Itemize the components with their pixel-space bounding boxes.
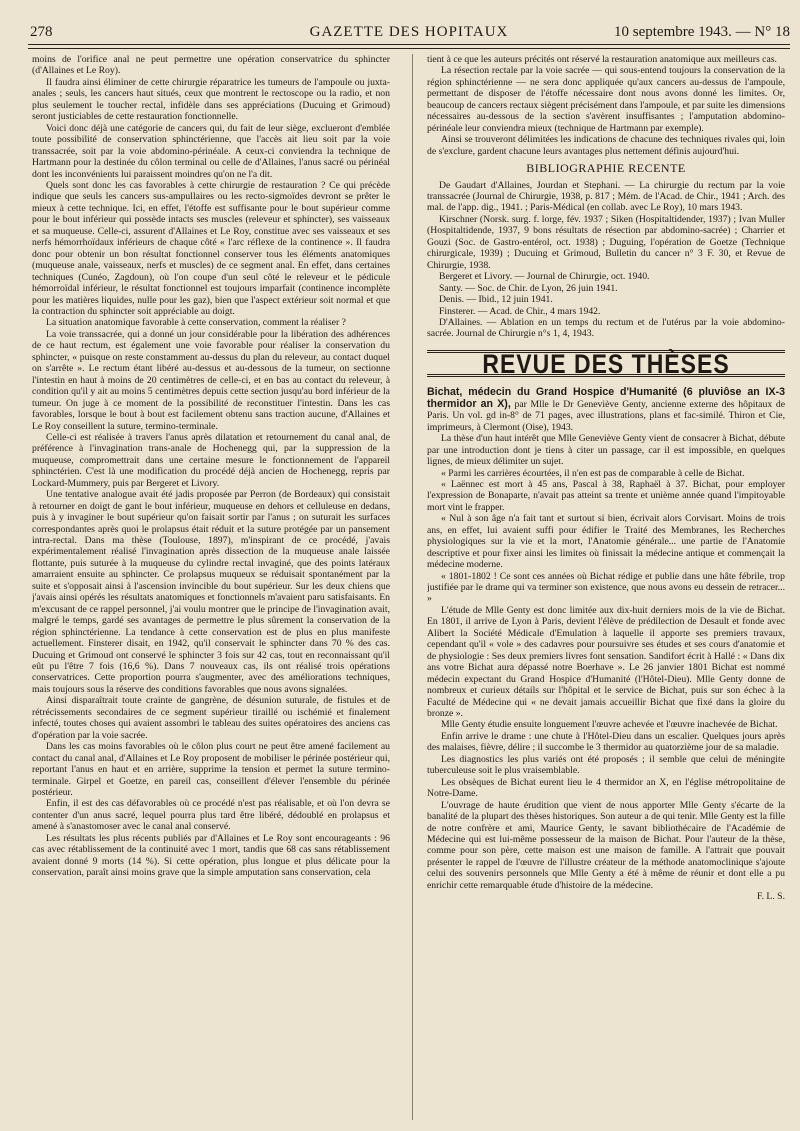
thesis-title: Bichat, médecin du Grand Hospice d'Humanité (6 pluviôse an IX-3 thermidor an X), [427,386,785,410]
paragraph: Dans les cas moins favorables où le côlon plus court ne peut être amené facilement au contact du canal anal, d'Allaines et Le Roy proposent de mobiliser le périnée postérieur qui, reportant l'anus en haut et en arrière, supprime la tension et permet la suture termino-terminale. Girpel et Goetze, en pareil cas, conseillent d'élever l'ensemble du périnée postérieur. [32,741,390,798]
paragraph: Celle-ci est réalisée à travers l'anus après dilatation et retournement du canal anal, de préférence à l'invagination trans-anale de Hochenegg qui, par la suppression de la muqueuse, compromettrait dans une certaine mesure le fonctionnement de l'appareil sphinctérien. C'est là une modification du procédé déjà ancien de Hochenegg, repris par Lockard-Mummery, puis par Bergeret et Livory. [32,431,390,489]
header-rule [28,44,790,45]
paragraph: La voie transsacrée, qui a donné un jour considérable pour la libération des adhérences de ce haut rectum, est également une voie favorable pour réaliser la conservation du sphincter, « puisque on reste constamment au-dessus du plan du releveur, au contact duquel on s'arrête ». Le rectum étant libéré au-dessus et au-dessous de la tumeur, on sectionne l'intestin en haut à moins de 20 centimètres de celle-ci, et en bas au contact du releveur, à condition qu'il y ait au moins 5 centimètres depuis cette section jusqu'au bord inférieur de la tumeur. On juge à ce moment de la possibilité de reconstituer l'intestin. Dans les cas favorables, lorsque le bout à bout est facilement obtenu sans traction aucune, d'Allaines et Le Roy conseillent la suture, termino-terminale. [32,328,390,432]
paragraph: La situation anatomique favorable à cette conservation, comment la réaliser ? [46,317,346,329]
right-column [427,54,785,1124]
thesis-heading-paragraph [427,387,785,433]
paragraph: Quels sont donc les cas favorables à cette chirurgie de restauration ? Ce qui précède indique que seuls les cancers sus-ampullaires ou les recto-sigmoïdes devront se prêter le mieux à cette technique. Ici, en effet, l'étoffe est suffisante pour le bout supérieur comme pour le bout inférieur qui possède intacts ses muscles (releveur et sphincter), ses vaisseaux et sa muqueuse. Celle-ci, assurent d'Allaines et Le Roy, constitue avec ses vaisseaux et ses nerfs hémorrhoïdaux inférieurs de chaque côté « l'arc réflexe de la continence ». Il faudra donc pour obtenir un bon résultat fonctionnel conserver tous les éléments anatomiques (muqueuse anale, vaisseaux, nerfs et muscles) de ce segment anal. En effet, dans certaines techniques (Cunéo, Zagdoun), où l'on coupe d'un seul côté le releveur et le pédicule hémorroïdal inférieur, le résultat fonctionnel est toujours imparfait (continence incomplète pour les matières liquides, nulle pour les gaz), bien que l'aspect extérieur soit normal et que la contraction du sphincter soit appréciable au doigt. [32,179,390,317]
paragraph: Ainsi se trouveront délimitées les indications de chacune des techniques rivales qui, loin de s'exclure, gardent chacune leurs avantages plus nettement définis aujourd'hui. [427,134,785,157]
paragraph: Voici donc déjà une catégorie de cancers qui, du fait de leur siège, exclueront d'emblée toute possibilité de conservation sphinctérienne, que l'accès ait lieu soit par la voie transsacrée, soit par la voie abdomino-périnéale. A ceux-ci conviendra la technique de Hartmann pour la destinée du côlon terminal ou celle de d'Allaines, l'anus sacré ou périnéal dont les inconvénients lui paraissent moindres qu'on ne l'a dit. [32,122,390,180]
paragraph: Les obsèques de Bichat eurent lieu le 4 thermidor an X, en l'église métropolitaine de Notre-Dame. [427,776,785,800]
section-banner [427,350,785,377]
paragraph: « Laënnec est mort à 45 ans, Pascal à 38, Raphaël à 37. Bichat, pour employer l'expression de Bonaparte, n'avait pas atteint sa trente et unième année quand l'impitoyable mort vint le frapper. [427,478,785,513]
bibliography-list [427,180,785,340]
paragraph: moins de l'orifice anal ne peut permettre une opération conservatrice du sphincter (d'Allaines et Le Roy). [32,54,390,77]
paragraph: L'ouvrage de haute érudition que vient de nous apporter Mlle Genty s'écarte de la banalité de la plupart des thèses historiques. Son auteur a de qui tenir. Mlle Genty est la fille de notre confrère et ami, Maurice Genty, le savant bibliothécaire de l'Académie de Médecine qui est lui-même possesseur de la maison de Bichat. Pour l'auteur de la thèse, comme pour son père, cette maison est une maison de famille. A l'attrait que pouvait présenter le rappel de l'œuvre de l'illustre créateur de la méthode anatomoclinique s'ajoute celui des souvenirs personnels que Mlle Genty a été à même de réunir et dont elle a pu enrichir cette remarquable étude d'histoire de la médecine. [427,799,785,891]
paragraph: Les résultats les plus récents publiés par d'Allaines et Le Roy sont encourageants : 96 cas avec rétablissement de la continuité avec 1 mort, tandis que 68 cas sans rétablissement avaient donné 9 morts (14 %). Si cette opération, plus longue et plus délicate pour la conservation, paraît ainsi moins grave que la simple amputation sans conservation, cela [32,832,390,879]
bibliography-entry: Santy. — Soc. de Chir. de Lyon, 26 juin 1941. [439,282,618,294]
header-rule-2 [28,48,790,49]
bibliography-entry: Denis. — Ibid., 12 juin 1941. [439,294,553,306]
journal-title: GAZETTE DES HOPITAUX [309,24,509,40]
bibliography-title: BIBLIOGRAPHIE RECENTE [526,161,686,176]
paragraph: « 1801-1802 ! Ce sont ces années où Bichat rédige et publie dans une hâte fébrile, trop justifiée par le drame qui va terminer son existence, que nous avons eu dessein de retracer... » [427,570,785,605]
paragraph: tient à ce que les auteurs précités ont réservé la restauration anatomique aux meilleurs cas. [427,54,777,65]
bibliography-entry: De Gaudart d'Allaines, Jourdan et Stephani. — La chirurgie du rectum par la voie transsacrée (Journal de Chirurgie, 1938, p. 817 ; Mém. de l'Acad. de Chir., 1941 ; Arch. des mal. de l'app. dig., 1941. ; Paris-Médical (en collab. avec Le Roy), 10 mars 1943. [427,179,785,214]
signature: F. L. S. [756,891,785,903]
paragraph: Une tentative analogue avait été jadis proposée par Perron (de Bordeaux) qui consistait à retourner en doigt de gant le bout inférieur, muqueuse en dehors et celluleuse en dedans, puis à y invaginer le bout supérieur qu'on faisait sortir par l'anus ; on suturait les surfaces correspondantes après quoi le prolapsus était réduit et la suture protégée par un pansement intra-rectal. Dans ma thèse (Toulouse, 1897), m'inspirant de ce procédé, j'avais expérimentalement réalisé l'invagination après dissection de la muqueuse anale laissée flottante, puis suturée à la muqueuse du cylindre rectal invaginé, que des points latéraux amarraient ensuite au sphincter. Ce prolapsus muqueux se réduisait spontanément par la suite et s'opposait ainsi à l'ascension invincible du bout supérieur. Sur les deux chiens que j'avais ainsi opérés les résultats anatomiques et fonctionnels m'avaient paru satisfaisants. En m'excusant de ce rappel personnel, j'ai voulu montrer que le principe de l'invagination avait, malgré le temps, gardé ses avantages de permettre le plus sûrement la conservation de la région sphinctérienne. La tendance à cette conservation est de plus en plus manifeste actuellement. Finsterer disait, en 1942, qu'il conservait le sphincter dans 70 % des cas. Ducuing et Grimoud ont conservé le sphincter 3 fois sur 42 cas, tout en reconnaissant qu'il eût pu l'être 7 fois (16,6 %). Dans 7 nouveaux cas, ils ont réalisé trois opérations conservatrices. Cette proportion pourra s'augmenter, avec des améliorations techniques, mais toujours sous la réserve des conditions favorables que nous avons signalées. [32,489,390,695]
page-header [28,20,790,46]
page-number: 278 [30,24,53,40]
paragraph: « Nul à son âge n'a fait tant et surtout si bien, écrivait alors Corvisart. Moins de trois ans, en effet, lui avaient suffi pour édifier le Traité des Membranes, les Recherches physiologiques sur la vie et la mort, l'Anatomie générale... une partie de l'Anatomie descriptive et pour fixer ainsi les limites où finissait la médecine antique et commençait la médecine moderne. [427,513,785,571]
column-divider [412,54,413,1120]
paragraph: Il faudra ainsi éliminer de cette chirurgie réparatrice les tumeurs de l'ampoule ou juxta-anales ; seuls, les cancers haut situés, ceux que montrent le rectoscope ou la radio, et non plus seulement le toucher rectal, infidèle dans ses appréciations (Ducuing et Grimoud) seront justiciables de cette restauration fonctionnelle. [32,76,390,123]
paragraph: Mlle Genty étudie ensuite longuement l'œuvre achevée et l'œuvre inachevée de Bichat. [441,719,778,731]
paragraph: L'étude de Mlle Genty est donc limitée aux dix-huit derniers mois de la vie de Bichat. En 1801, il arrive de Lyon à Paris, devient l'élève de prédilection de Desault et fonde avec Alibert la Société Médicale d'Emulation à laquelle il apporte ses premiers travaux, cependant qu'il « vole » des cadavres pour poursuivre ses études et ses cours d'anatomie et de physiologie : Ses deux premiers livres font sensation. Sandifort écrit à Hallé : « Dans dix ans votre Bichat aura dépassé notre Boerhave ». Le 26 janvier 1801 Bichat est nommé médecin expectant du Grand Hospice d'Humanité (l'Hôtel-Dieu). Mlle Genty donne de nombreux et curieux détails sur l'hôpital et le service de Bichat, puis sur son échec à la Faculté de Médecine qui « ne devait jamais accueillir Bichat que fixé dans la gloire du bronze ». [427,604,785,720]
paragraph: Enfin, il est des cas défavorables où ce procédé n'est pas réalisable, et où l'on devra se contenter d'un anus sacré, lequel pourra plus tard être libéré, dédoublé en prolapsus et amené à s'anastomoser avec le canal anal conservé. [32,798,390,833]
bibliography-entry: Bergeret et Livory. — Journal de Chirurgie, oct. 1940. [439,271,650,283]
paragraph: Ainsi disparaîtrait toute crainte de gangrène, de désunion suturale, de fistules et de rétrécissements secondaires de ce segment supérieur tiraillé ou ischémié et finalement infecté, toutes choses qui avaient assombri le tableau des suites opératoires des anciens cas d'opération par la voie sacrée. [32,695,390,741]
bibliography-entry: Kirschner (Norsk. surg. f. lorge, fév. 1937 ; Siken (Hospitaltidender, 1937) ; Ivan Muller (Hospitaltidende, 1937, 9 bons résultats de résection par abdomino-sacrée) ; Charrier et Gouzi (Soc. de Gastro-entérol, oct. 1938) ; Duguing, l'opération de Goetze (Technique chirurgicale, 1939) ; Ducuing et Grimoud, Bulletin du cancer n° 3 F. 30, et Revue de Chirurgie, 1938. [427,213,785,271]
paragraph: La résection rectale par la voie sacrée — qui sous-entend toujours la conservation de la région sphinctérienne — ne sera donc appliquée qu'aux cancers au-dessus de l'ampoule, permettant de disposer de l'étoffe nécessaire dont nous avons donné les limites. Or, beaucoup de cancers rectaux siègent précisément dans l'ampoule, et par suite les dimensions nécessaires au-dessous de la section s'avèrent insuffisantes ; l'amputation abdomino-périnéale leur conviendra mieux (technique de Hartmann par exemple). [427,65,785,134]
issue-info: 10 septembre 1943. — N° 18 [614,24,790,40]
thesis-details: par Mlle le Dr Geneviève Genty, ancienne externe des hôpitaux de Paris. Un vol. gd in-8° de 71 pages, avec illustrations, plans et fac-similé. Thiron et Cie, imprimeurs, à Clermont (Oise), 1943. [427,398,785,433]
paragraph: Les diagnostics les plus variés ont été proposés ; il semble que celui de méningite tuberculeuse soit le plus vraisemblable. [427,753,785,777]
paragraph: Enfin arrive le drame : une chute à l'Hôtel-Dieu dans un escalier. Quelques jours après des malaises, fièvre, délire ; il succombe le 3 thermidor au quatorzième jour de sa maladie. [427,730,785,754]
bibliography-entry: Finsterer. — Acad. de Chir., 4 mars 1942. [439,305,601,317]
section-title: REVUE DES THÈSES [482,348,730,379]
bibliography-entry: D'Allaines. — Ablation en un temps du rectum et de l'utérus par la voie abdomino-sacrée. Journal de Chirurgie n°s 1, 4, 1943. [427,316,785,340]
paragraph: « Parmi les carrières écourtées, il n'en est pas de comparable à celle de Bichat. [441,467,745,479]
paragraph: La thèse d'un haut intérêt que Mlle Geneviève Genty vient de consacrer à Bichat, débute par une introduction dont je tiens à citer un passage, car il est impossible, en quelques lignes, de mieux délimiter un sujet. [427,433,785,468]
left-column [32,54,390,1124]
